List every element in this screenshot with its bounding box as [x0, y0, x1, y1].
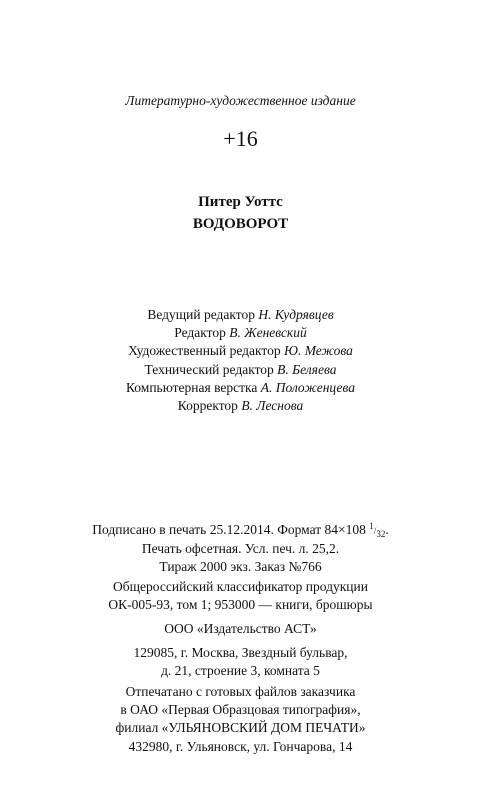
- credit-role: Художественный редактор: [128, 343, 281, 359]
- address-line: 129085, г. Москва, Звездный бульвар,: [133, 645, 348, 660]
- credit-name: В. Женевский: [229, 325, 307, 341]
- credit-name: Н. Кудрявцев: [258, 307, 334, 322]
- print-line: Печать офсетная. Усл. печ. л. 25,2.: [141, 541, 340, 557]
- credit-line: [0, 324, 481, 342]
- printer-line: филиал «УЛЬЯНОВСКИЙ ДОМ ПЕЧАТИ»: [115, 720, 366, 736]
- credit-name: В. Беляева: [277, 361, 337, 377]
- printer-line: в ОАО «Первая Образцовая типография»,: [120, 702, 361, 718]
- run-line: Тираж 2000 экз. Заказ №766: [159, 559, 322, 575]
- publisher-address: [0, 644, 481, 680]
- credit-line: [0, 306, 481, 324]
- credit-role: Ведущий редактор: [147, 307, 255, 322]
- credit-line: [0, 361, 481, 379]
- credit-name: Ю. Межова: [284, 343, 353, 359]
- credit-role: Корректор: [177, 398, 238, 414]
- printer-info: [0, 683, 481, 756]
- credit-name: А. Положенцева: [260, 379, 356, 395]
- address-line: д. 21, строение 3, комната 5: [161, 663, 320, 679]
- credit-name: В. Леснова: [241, 398, 304, 414]
- print-details: [0, 521, 481, 577]
- fraction-denominator: 32: [376, 529, 386, 539]
- credit-line: [0, 342, 481, 360]
- credit-role: Компьютерная верстка: [125, 379, 258, 395]
- printer-line: Отпечатано с готовых файлов заказчика: [125, 684, 356, 699]
- format-fraction: 1/32: [369, 521, 386, 539]
- classifier-line: ОК-005-93, том 1; 953000 — книги, брошюры: [108, 597, 373, 613]
- credits-list: [0, 306, 481, 415]
- age-rating: +16: [223, 126, 258, 151]
- book-title: ВОДОВОРОТ: [192, 216, 289, 232]
- classifier: [0, 578, 481, 614]
- credit-line: [0, 379, 481, 397]
- signed-line: Подписано в печать 25.12.2014. Формат 84×108 1/32.: [92, 521, 389, 539]
- publisher: ООО «Издательство АСТ»: [164, 621, 317, 636]
- credit-line: [0, 397, 481, 415]
- credit-role: Редактор: [174, 325, 226, 341]
- printer-line: 432980, г. Ульяновск, ул. Гончарова, 14: [128, 738, 353, 754]
- edition-type: Литературно-художественное издание: [125, 93, 356, 108]
- classifier-line: Общероссийский классификатор продукции: [113, 579, 368, 594]
- author-name: Питер Уоттс: [198, 194, 283, 210]
- signed-text: Подписано в печать 25.12.2014. Формат 84×108: [92, 522, 366, 537]
- fraction-numerator: 1: [369, 521, 374, 531]
- credit-role: Технический редактор: [144, 361, 274, 377]
